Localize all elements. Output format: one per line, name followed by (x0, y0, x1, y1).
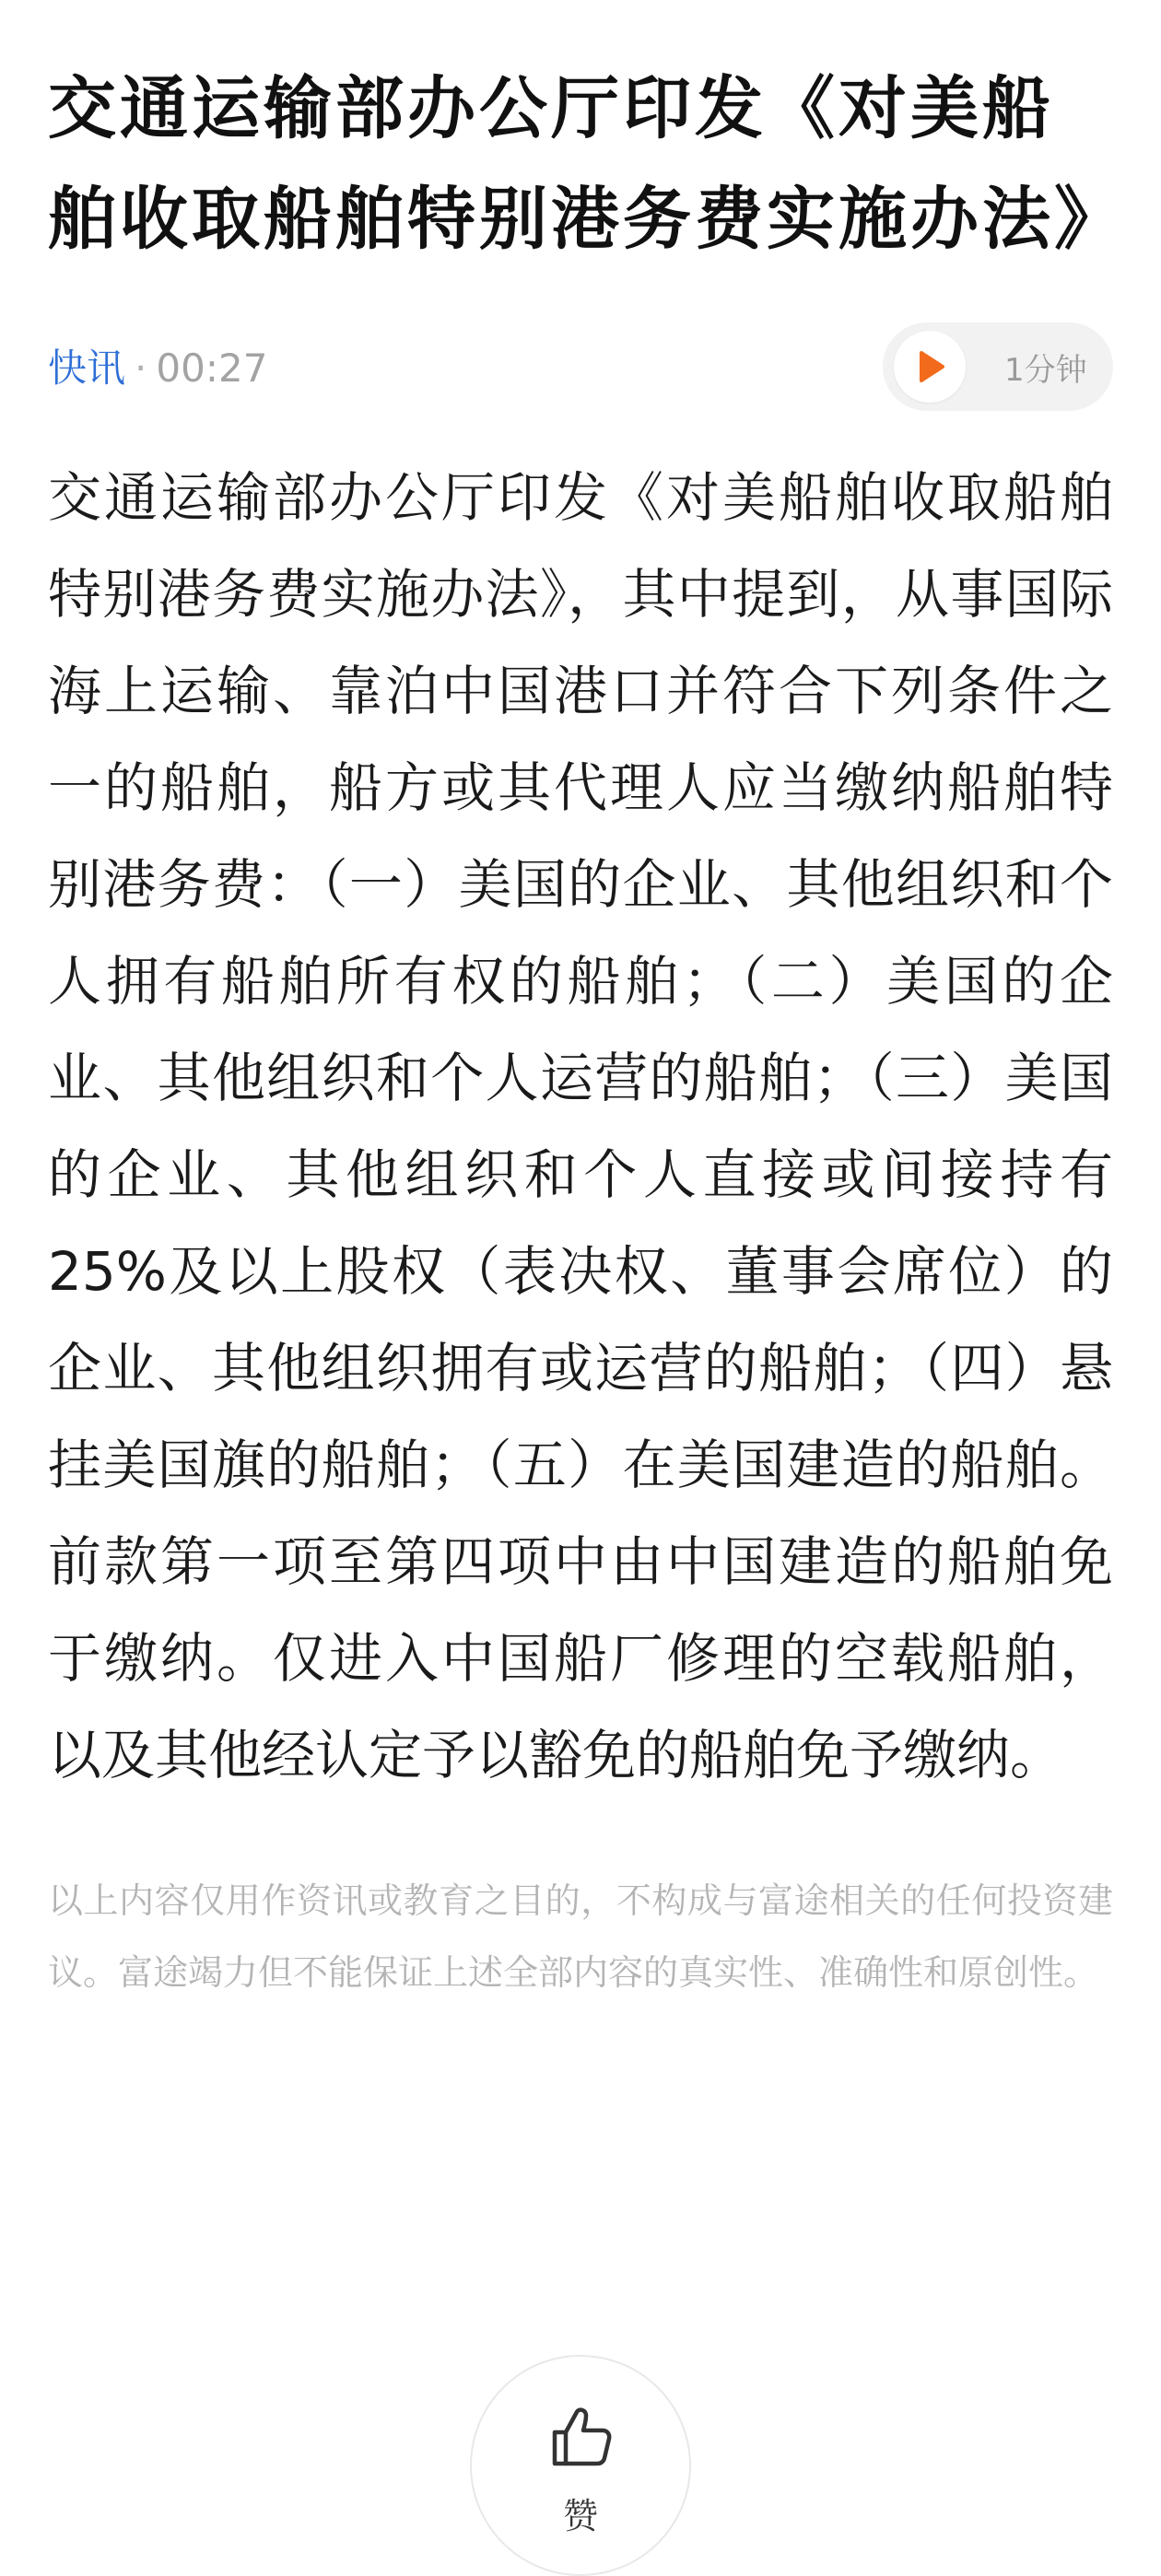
audio-player-button[interactable] (883, 322, 1113, 411)
publish-time: 00:27 (156, 345, 268, 391)
like-button[interactable] (470, 2355, 691, 2576)
article-body: 交通运输部办公厅印发《对美船舶收取船舶特别港务费实施办法》，其中提到，从事国际海上运输、靠泊中国港口并符合下列条件之一的船舶，船方或其代理人应当缴纳船舶特别港务费：（一）美国的企业、其他组织和个人拥有船舶所有权的船舶；（二）美国的企业、其他组织和个人运营的船舶；（三）美国的企业、其他组织和个人直接或间接持有25%及以上股权（表决权、董事会席位）的企业、其他组织拥有或运营的船舶；（四）悬挂美国旗的船舶；（五）在美国建造的船舶。前款第一项至第四项中由中国建造的船舶免于缴纳。仅进入中国船厂修理的空载船舶，以及其他经认定予以豁免的船舶免予缴纳。 (48, 466, 1113, 1786)
like-label: 赞 (562, 2496, 598, 2536)
meta-separator: · (135, 345, 147, 391)
play-button[interactable] (894, 331, 966, 403)
audio-duration: 1分钟 (1004, 351, 1087, 389)
disclaimer: 以上内容仅用作资讯或教育之目的，不构成与富途相关的任何投资建议。富途竭力但不能保证上述全部内容的真实性、准确性和原创性。 (48, 1880, 1113, 1993)
meta-row (48, 322, 1113, 415)
source-link[interactable]: 快讯 (48, 345, 126, 391)
thumbs-up-icon (549, 2405, 616, 2471)
article-meta (48, 343, 267, 394)
article (48, 53, 1126, 2008)
article-title: 交通运输部办公厅印发《对美船舶收取船舶特别港务费实施办法》 (48, 69, 1126, 259)
play-icon (918, 350, 945, 383)
